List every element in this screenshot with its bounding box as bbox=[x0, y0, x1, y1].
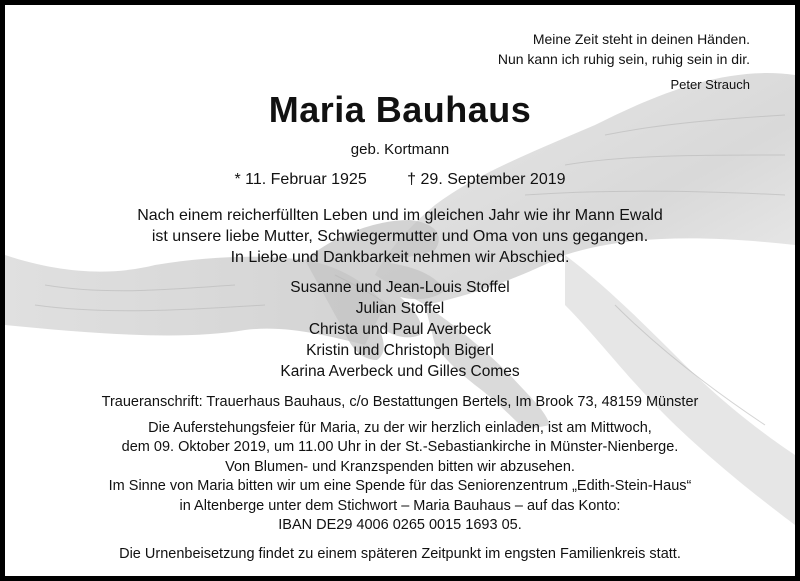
mourners-list bbox=[5, 277, 795, 382]
mourner-name: Julian Stoffel bbox=[355, 300, 445, 317]
mourner-name: Christa und Paul Averbeck bbox=[308, 321, 492, 338]
ceremony-info bbox=[5, 393, 795, 536]
ceremony-line: in Altenberge unter dem Stichwort – Maria Bauhaus – auf das Konto: bbox=[179, 497, 621, 514]
mourning-address: Traueranschrift: Trauerhaus Bauhaus, c/o Bestattungen Bertels, Im Brook 73, 48159 Münster bbox=[101, 394, 699, 410]
motto-quote bbox=[498, 29, 750, 95]
ceremony-line: Die Auferstehungsfeier für Maria, zu der wir herzlich einladen, ist am Mittwoch, bbox=[148, 419, 652, 436]
deceased-name: Maria Bauhaus bbox=[268, 89, 532, 130]
death-date: † 29. September 2019 bbox=[407, 171, 566, 188]
mourner-name: Karina Averbeck und Gilles Comes bbox=[280, 363, 520, 380]
life-dates bbox=[5, 171, 795, 189]
tribute-line: In Liebe und Dankbarkeit nehmen wir Abschied. bbox=[230, 249, 570, 266]
motto-author: Peter Strauch bbox=[670, 77, 750, 92]
mourner-name: Kristin und Christoph Bigerl bbox=[306, 342, 494, 359]
motto-line: Meine Zeit steht in deinen Händen. bbox=[532, 31, 750, 47]
birth-name: geb. Kortmann bbox=[350, 141, 450, 158]
closing-note: Die Urnenbeisetzung findet zu einem späteren Zeitpunkt im engsten Familienkreis statt. bbox=[119, 546, 681, 562]
ceremony-line: dem 09. Oktober 2019, um 11.00 Uhr in der St.-Sebastiankirche in Münster-Nienberge. bbox=[121, 439, 679, 455]
tribute-line: Nach einem reicherfüllten Leben und im gleichen Jahr wie ihr Mann Ewald bbox=[137, 207, 663, 224]
tribute-text bbox=[5, 205, 795, 268]
mourner-name: Susanne und Jean-Louis Stoffel bbox=[290, 279, 510, 296]
ceremony-line: Im Sinne von Maria bitten wir um eine Spende für das Seniorenzentrum „Edith-Stein-Haus“ bbox=[108, 478, 692, 494]
ceremony-line: Von Blumen- und Kranzspenden bitten wir abzusehen. bbox=[225, 458, 575, 475]
motto-line: Nun kann ich ruhig sein, ruhig sein in dir. bbox=[497, 51, 750, 67]
tribute-line: ist unsere liebe Mutter, Schwiegermutter und Oma von uns gegangen. bbox=[151, 228, 649, 245]
birth-date: * 11. Februar 1925 bbox=[234, 171, 367, 188]
ceremony-line: IBAN DE29 4006 0265 0015 1693 05. bbox=[278, 517, 522, 533]
